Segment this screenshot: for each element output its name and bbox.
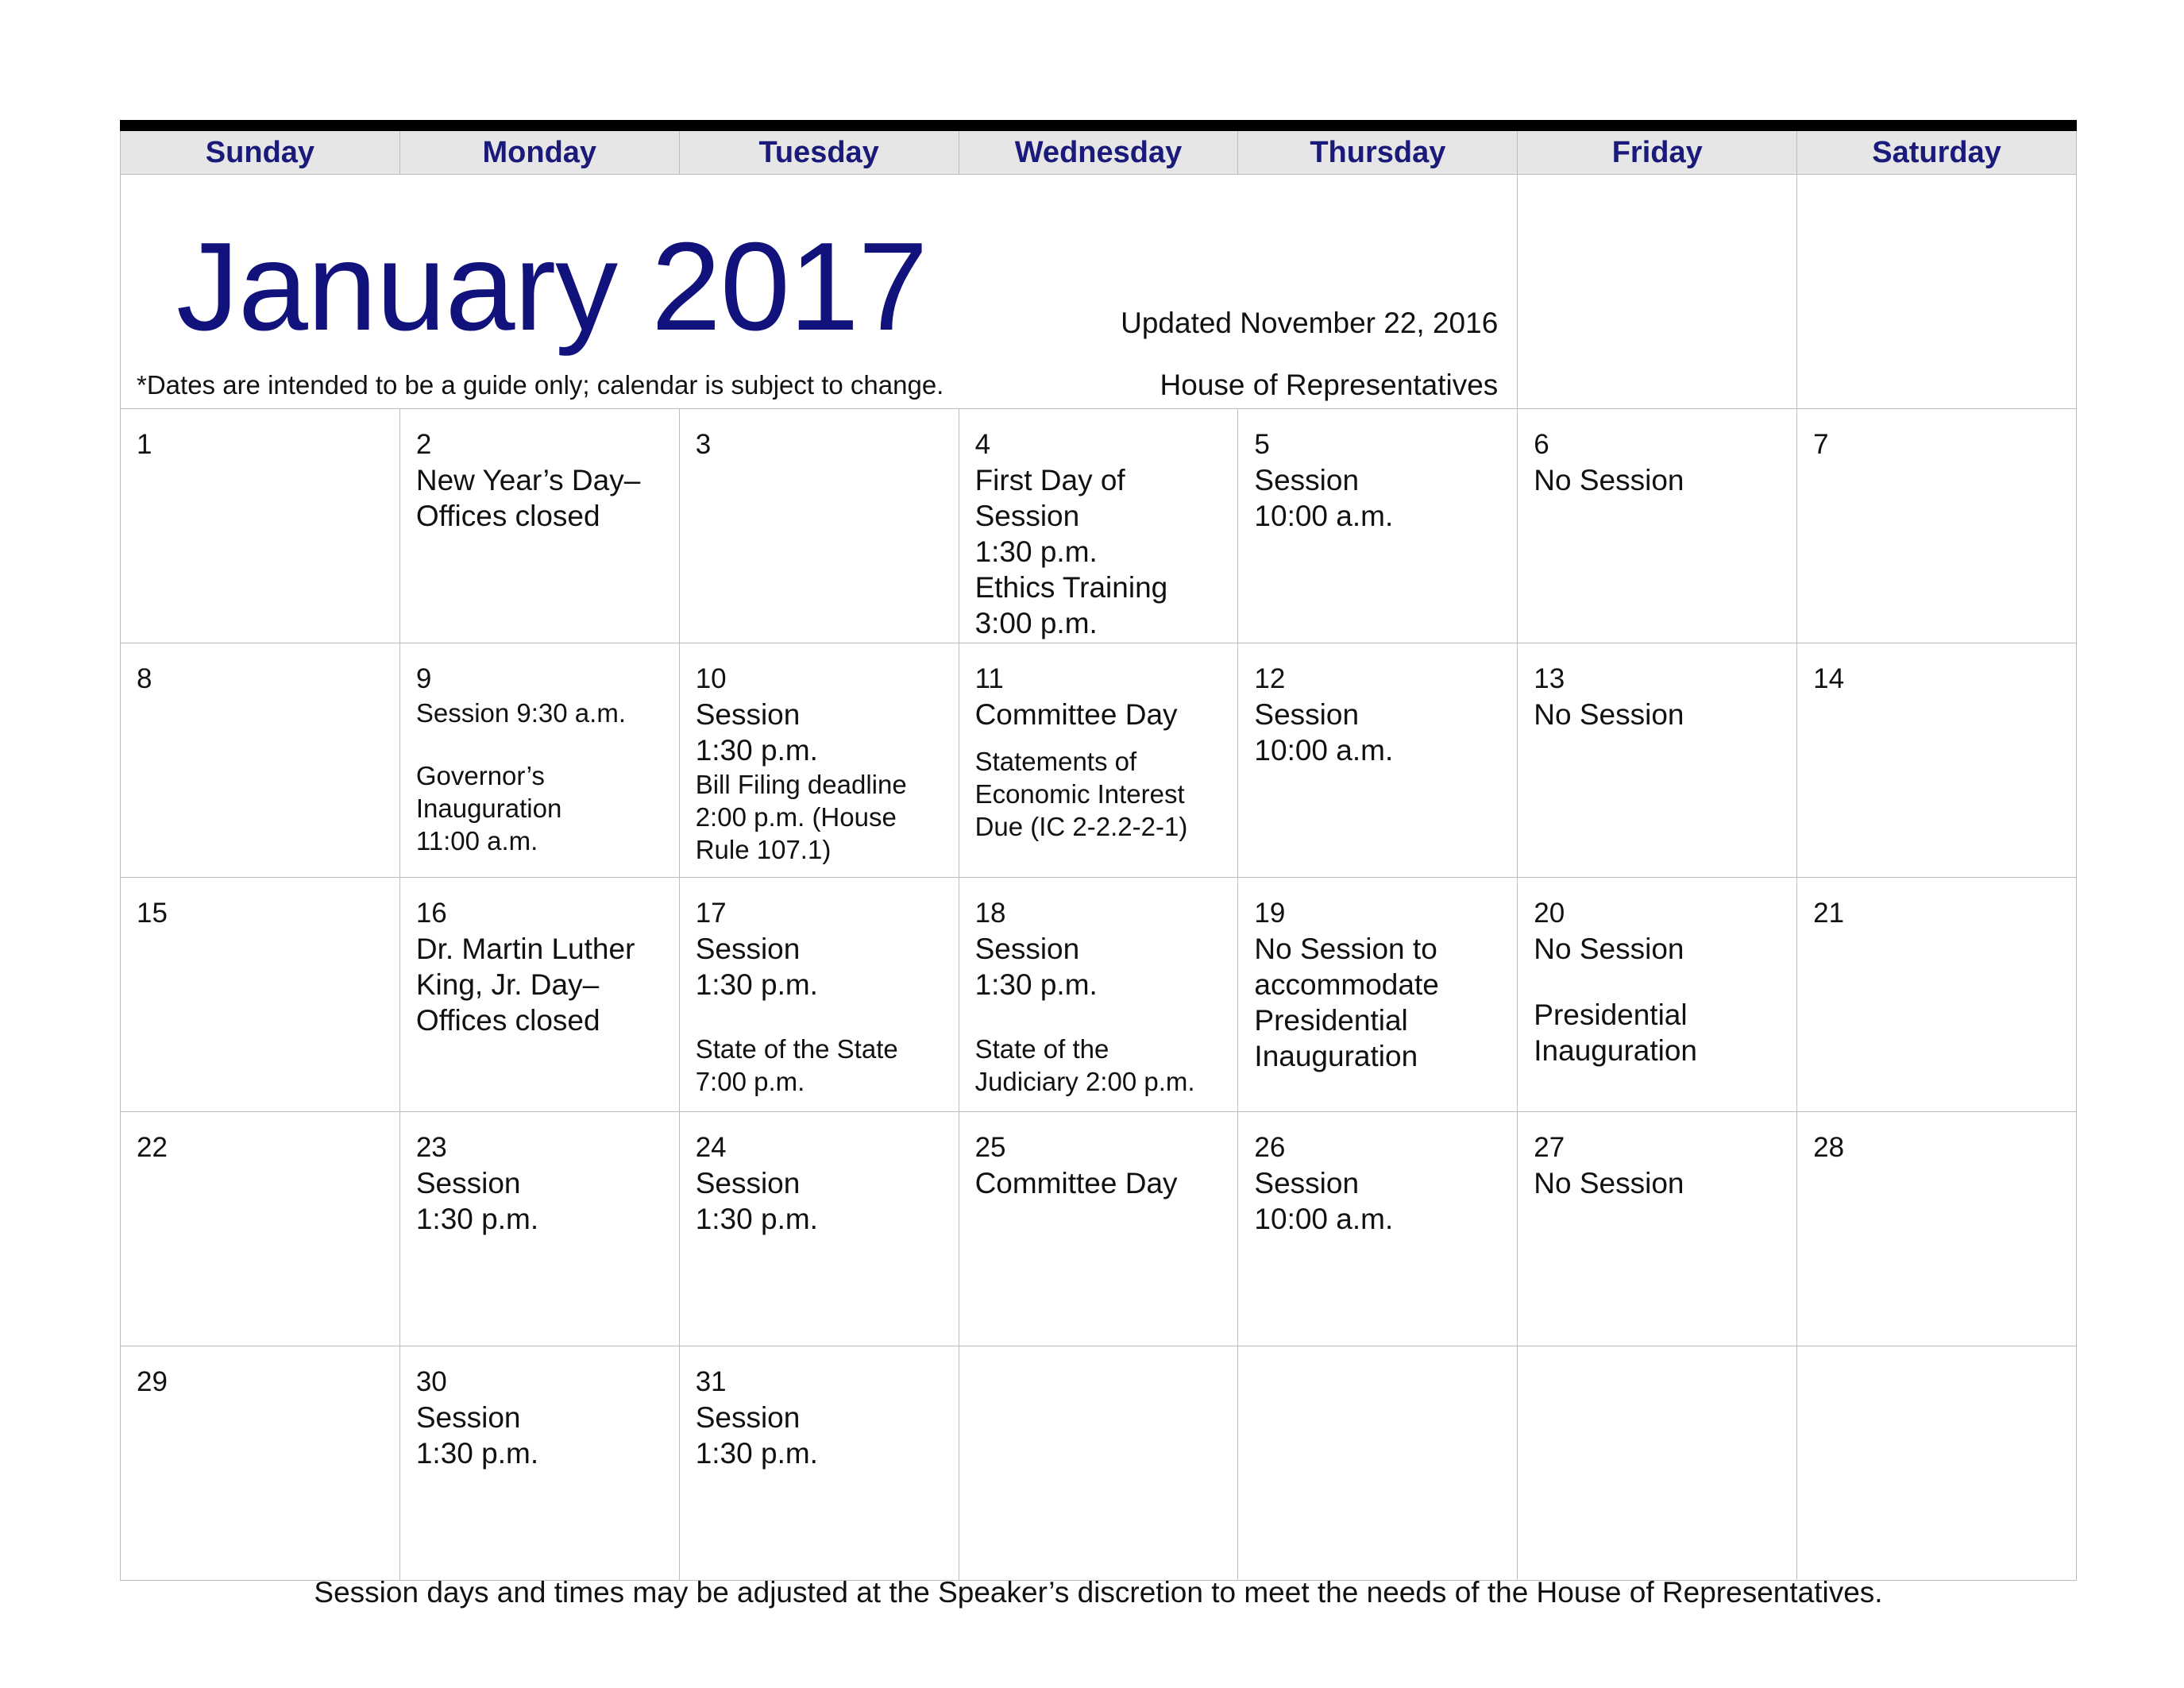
week-row [120,878,2077,1112]
day-event: Session 1:30 p.m. [695,698,818,767]
day-number: 29 [137,1366,168,1397]
weekday-thursday: Thursday [1238,131,1518,174]
day-event: First Day of Session 1:30 p.m. Ethics Training 3:00 p.m. [974,464,1168,639]
day-number: 10 [695,663,727,694]
day-number: 30 [415,1366,447,1397]
day-event: No Session [1534,698,1684,731]
day-cell [1238,1112,1518,1346]
day-number: 8 [137,663,152,694]
day-number: 2 [415,429,432,460]
day-cell [959,643,1239,877]
day-cell [680,878,959,1111]
day-number: 12 [1254,663,1286,694]
day-event: No Session to accommodate Presidential Inauguration [1254,933,1439,1072]
day-event: Session 9:30 a.m. [415,698,626,728]
day-cell [1797,878,2077,1111]
day-cell [1797,643,2077,877]
footer-note: Session days and times may be adjusted at the Speaker’s discretion to meet the needs of the House of Representatives. [314,1576,1883,1609]
day-cell [400,409,680,643]
day-event: Committee Day [974,698,1178,731]
week-row [120,643,2077,878]
day-cell [1518,1112,1797,1346]
day-event: No Session [1534,464,1684,496]
day-cell [1797,409,2077,643]
day-number: 9 [415,663,432,694]
day-number: 18 [974,898,1006,929]
day-number: 26 [1254,1132,1286,1163]
day-cell [959,878,1239,1111]
title-row [120,175,2077,409]
disclaimer: *Dates are intended to be a guide only; calendar is subject to change. [137,370,944,400]
day-number: 25 [974,1132,1006,1163]
day-event: No Session [1534,933,1684,965]
weekday-header-row [120,131,2077,175]
day-number: 22 [137,1132,168,1163]
day-event: Session 10:00 a.m. [1254,464,1394,532]
day-number: 6 [1534,429,1549,460]
empty-cell-saturday [1797,175,2077,408]
weekday-monday: Monday [400,131,680,174]
day-number: 13 [1534,663,1565,694]
title-block [121,175,1518,408]
organization-name: House of Representatives [1160,369,1499,401]
day-cell [121,643,400,877]
day-cell [680,409,959,643]
day-number: 19 [1254,898,1286,929]
empty-cell-friday [1518,175,1797,408]
empty-day-cell [1238,1346,1518,1580]
day-number: 3 [695,429,712,460]
week-row [120,1112,2077,1346]
day-event-secondary: Governor’s Inauguration 11:00 a.m. [415,761,562,856]
day-number: 21 [1813,898,1845,929]
week-row [120,409,2077,643]
day-event: Session 1:30 p.m. [695,1401,818,1470]
day-cell [400,878,680,1111]
day-number: 27 [1534,1132,1565,1163]
day-number: 5 [1254,429,1270,460]
day-number: 11 [974,663,1004,694]
day-number: 17 [695,898,727,929]
calendar-grid [120,120,2077,1581]
day-cell [1518,643,1797,877]
weekday-tuesday: Tuesday [680,131,959,174]
day-number: 14 [1813,663,1845,694]
day-event-secondary: Statements of Economic Interest Due (IC 2-2.2-2-1) [974,747,1188,841]
weekday-sunday: Sunday [121,131,400,174]
day-cell [400,1112,680,1346]
day-event: Session 1:30 p.m. [415,1167,539,1235]
week-row [120,1346,2077,1581]
day-number: 24 [695,1132,727,1163]
day-number: 20 [1534,898,1565,929]
day-event-secondary: Presidential Inauguration [1534,999,1698,1067]
day-number: 31 [695,1366,727,1397]
day-cell [680,1112,959,1346]
day-cell [1518,409,1797,643]
weekday-wednesday: Wednesday [959,131,1239,174]
day-event: Committee Day [974,1167,1178,1199]
day-number: 15 [137,898,168,929]
day-event: Session 1:30 p.m. [415,1401,539,1470]
empty-day-cell [959,1346,1239,1580]
day-event-secondary: State of the Judiciary 2:00 p.m. [974,1034,1195,1096]
day-event: No Session [1534,1167,1684,1199]
day-cell [680,643,959,877]
day-event-secondary: State of the State 7:00 p.m. [695,1034,898,1096]
empty-day-cell [1797,1346,2077,1580]
day-cell [959,1112,1239,1346]
day-event-secondary: Bill Filing deadline 2:00 p.m. (House Rule 107.1) [695,770,907,864]
day-cell [121,878,400,1111]
day-cell [400,1346,680,1580]
day-number: 1 [137,429,152,460]
day-cell [121,1346,400,1580]
weekday-friday: Friday [1518,131,1797,174]
day-cell [680,1346,959,1580]
day-cell [1797,1112,2077,1346]
day-number: 7 [1813,429,1829,460]
weekday-saturday: Saturday [1797,131,2077,174]
updated-date: Updated November 22, 2016 [1121,307,1499,339]
empty-day-cell [1518,1346,1797,1580]
day-cell [1518,878,1797,1111]
day-event: Session 1:30 p.m. [695,1167,818,1235]
day-cell [959,409,1239,643]
day-number: 16 [415,898,447,929]
day-cell [1238,409,1518,643]
day-number: 23 [415,1132,447,1163]
day-number: 28 [1813,1132,1845,1163]
day-cell [1238,878,1518,1111]
day-event: Dr. Martin Luther King, Jr. Day– Offices closed [415,933,635,1037]
day-event: Session 10:00 a.m. [1254,1167,1394,1235]
day-cell [400,643,680,877]
day-event: Session 1:30 p.m. [974,933,1098,1001]
day-cell [121,1112,400,1346]
day-event: Session 10:00 a.m. [1254,698,1394,767]
day-event: Session 1:30 p.m. [695,933,818,1001]
day-number: 4 [974,429,991,460]
day-cell [1238,643,1518,877]
month-title: January 2017 [176,217,928,357]
day-event: New Year’s Day– Offices closed [415,464,641,532]
day-cell [121,409,400,643]
